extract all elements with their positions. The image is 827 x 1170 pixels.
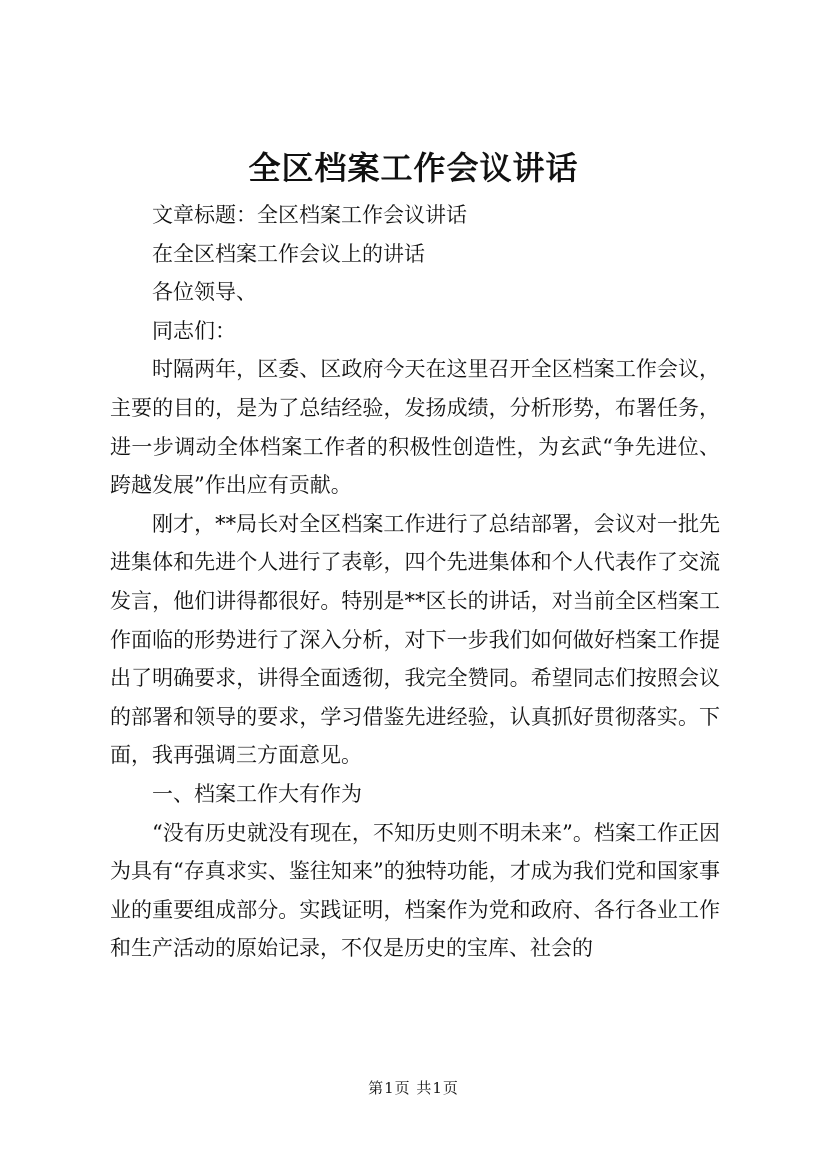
document-title: 全区档案工作会议讲话: [248, 149, 579, 187]
body-paragraph: 刚才，**局长对全区档案工作进行了总结部署，会议对一批先进集体和先进个人进行了表彰，四个先进集体和个人代表作了交流发言，他们讲得都很好。特别是**区长的讲话，对当前全区档案工作面临的形势进行了深入分析，对下一步我们如何做好档案工作提出了明确要求，讲得全面透彻，我完全赞同。希望同志们按照会议的部署和领导的要求，学习借鉴先进经验，认真抓好贯彻落实。下面，我再强调三方面意见。: [110, 511, 720, 768]
article-title-line: 文章标题：全区档案工作会议讲话: [152, 203, 467, 227]
salutation-leaders: 各位领导、: [152, 280, 257, 305]
document-body: [110, 196, 720, 968]
page-footer: 第1页 共1页: [368, 1079, 459, 1097]
body-paragraph: “没有历史就没有现在，不知历史则不明未来”。档案工作正因为具有“存真求实、鉴往知来”的独特功能，才成为我们党和国家事业的重要组成部分。实践证明，档案作为党和政府、各行各业工作和生产活动的原始记录，不仅是历史的宝库、社会的: [110, 820, 720, 961]
speech-heading-line: 在全区档案工作会议上的讲话: [152, 241, 425, 266]
body-paragraph: 时隔两年，区委、区政府今天在这里召开全区档案工作会议，主要的目的，是为了总结经验，发扬成绩，分析形势，布署任务，进一步调动全体档案工作者的积极性创造性，为玄武“争先进位、跨越发展”作出应有贡献。: [110, 357, 720, 498]
section-heading: 一、档案工作大有作为: [152, 781, 362, 806]
salutation-comrades: 同志们：: [152, 318, 236, 343]
